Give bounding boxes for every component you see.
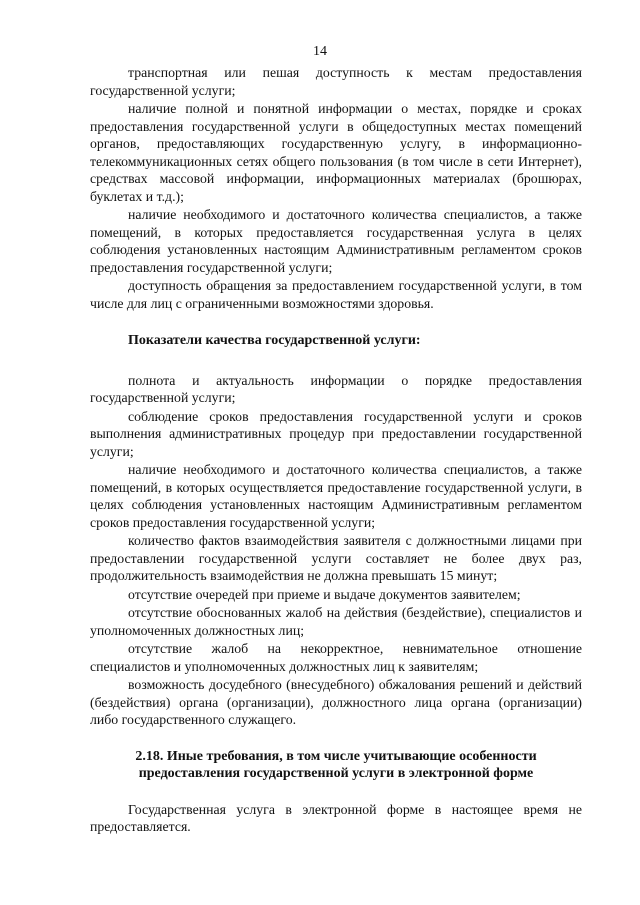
paragraph: количество фактов взаимодействия заявителя с должностными лицами при предоставлении государственной услуги составляет не более двух раз, продолжительность взаимодействия не должна превышать 15 минут;: [90, 533, 582, 583]
paragraph: отсутствие очередей при приеме и выдаче документов заявителем;: [128, 586, 521, 602]
paragraph: транспортная или пешая доступность к местам предоставления государственной услуги;: [90, 65, 582, 98]
page-number: 14: [313, 44, 327, 59]
paragraph: доступность обращения за предоставлением государственной услуги, в том числе для лиц с ограниченными возможностями здоровья.: [90, 278, 582, 311]
paragraph: полнота и актуальность информации о порядке предоставления государственной услуги;: [90, 372, 582, 405]
paragraph: наличие необходимого и достаточного количества специалистов, а также помещений, в которых осуществляется предоставление государственной услуги, в целях соблюдения установленных настоящим Административным регламентом сроков предоставления государственной услуги;: [90, 462, 582, 530]
document-body: [90, 64, 582, 837]
section-heading: [90, 748, 582, 783]
paragraph: возможность досудебного (внесудебного) обжалования решений и действий (бездействия) органа (организации), должностного лица органа (организации) либо государственного служащего.: [90, 677, 582, 727]
paragraph: соблюдение сроков предоставления государственной услуги и сроков выполнения административных процедур при предоставлении государственной услуги;: [90, 408, 582, 459]
paragraph: отсутствие обоснованных жалоб на действия (бездействие), специалистов и уполномоченных должностных лиц;: [90, 605, 582, 638]
section-heading-line: предоставления государственной услуги в электронной форме: [138, 766, 534, 781]
quality-heading: Показатели качества государственной услуги:: [128, 333, 421, 348]
paragraph: отсутствие жалоб на некорректное, невнимательное отношение специалистов и уполномоченных должностных лиц к заявителям;: [90, 641, 582, 674]
final-paragraph: Государственная услуга в электронной форме в настоящее время не предоставляется.: [90, 801, 582, 834]
section-heading-line: 2.18. Иные требования, в том числе учитывающие особенности: [135, 748, 537, 764]
paragraph: наличие необходимого и достаточного количества специалистов, а также помещений, в которых предоставляется государственная услуга в целях соблюдения установленных настоящим Административным регламентом сроков предоставления государственной услуги;: [90, 207, 582, 275]
paragraph: наличие полной и понятной информации о местах, порядке и сроках предоставления государственной услуги в общедоступных местах помещений органов, предоставляющих государственную услугу, в информационно-телекоммуникационных сетях общего пользования (в том числе в сети Интернет), средствах массовой информации, информационных материалах (брошюрах, буклетах и т.д.);: [90, 101, 582, 204]
